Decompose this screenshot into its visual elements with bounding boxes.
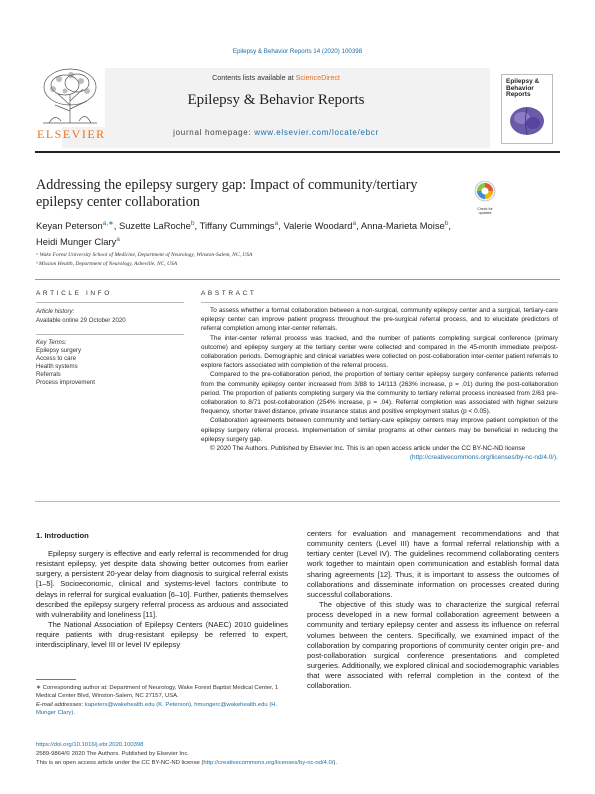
keyword: Health systems bbox=[36, 363, 78, 370]
footnote-rule bbox=[36, 679, 76, 680]
crossmark-icon[interactable] bbox=[473, 180, 497, 215]
abstract-body bbox=[201, 306, 558, 462]
keyword: Access to care bbox=[36, 355, 76, 362]
open-access-line: This is an open access article under the CC BY-NC-ND license (http://creativecommons.org/licenses/by-nc-nd/4.0/). bbox=[36, 760, 337, 766]
history-value: Available online 29 October 2020 bbox=[36, 317, 126, 324]
author[interactable]: Anna-Marieta Moise$^b$ bbox=[360, 220, 449, 232]
article-info-heading: ARTICLE INFO bbox=[36, 290, 112, 297]
abstract-paragraph: The inter-center referral process was tracked, and the number of patients completing surgical conference (primary outcome) and epilepsy surgery at the tertiary center were collected and compared in the 45-month immediate pre/post-collaboration periods. Demographic and clinical variables were collected on post-collaboration inter-center patient referrals to explore factors associated with completion of the referral process. bbox=[201, 334, 558, 370]
body-paragraph: The National Association of Epilepsy Centers (NAEC) 2010 guidelines require patients with drug-resistant epilepsy be referred to expert, interdisciplinary, level III or level IV epilepsy bbox=[36, 620, 288, 650]
corresponding-text: ∗ Corresponding author at: Department of Neurology, Wake Forest Baptist Medical Center, 1 Medical Center Blvd, Winston-Salem, NC 27157, USA. bbox=[36, 685, 279, 700]
author-list: Keyan Peterson$^{a,∗}$, Suzette LaRoche$^b$, Tiffany Cummings$^a$, Valerie Woodard$^a$, Anna-Marieta Moise$^b$, Heidi Munger Clary$^a$ bbox=[36, 220, 452, 247]
homepage-prefix: journal homepage: bbox=[173, 128, 252, 137]
copyright-line: © 2020 The Authors. Published by Elsevier Inc. This is an open access article under the CC BY-NC-ND license bbox=[210, 445, 526, 453]
brain-image-icon bbox=[508, 105, 546, 137]
email-links[interactable]: kapeters@wakehealth.edu (K. Peterson), hmungerc@wakehealth.edu (H. Munger Clary). bbox=[36, 701, 278, 717]
oa-license-link[interactable]: http://creativecommons.org/licenses/by-nc-nd/4.0/ bbox=[203, 760, 334, 766]
keyword: Referrals bbox=[36, 371, 61, 378]
sciencedirect-link[interactable]: ScienceDirect bbox=[295, 73, 340, 82]
affiliation-b: ᵇ Mission Health, Department of Neurology, Asheville, NC, USA bbox=[36, 261, 178, 267]
cover-title: Epilepsy & Behavior Reports bbox=[506, 78, 540, 98]
email-label: E-mail addresses: bbox=[36, 701, 84, 708]
abstract-paragraph: Compared to the pre-collaboration period, the proportion of tertiary center epilepsy surgery conference patients referred from the community epilepsy center increased from 3/88 to 14/113 (263% increase, p = .01) during the post-collaboration period. The proportion of patients completing surgery via the community to tertiary referral process increased from 2/63 pre-collaboration to 8/71 post-collaboration (254% increase, p = .04). Referral completion was associated with higher seizure frequency, shorter travel distance, private insurance status and positive employment status (p < 0.05). bbox=[201, 371, 558, 416]
contents-line bbox=[62, 73, 490, 82]
right-column bbox=[307, 529, 559, 692]
body-paragraph: The objective of this study was to characterize the surgical referral process developed in a new formal collaboration agreement between a community and tertiary epilepsy center and assess its influence on referral volumes between the centers. Specifically, we examined impact of the collaboration by comparing proportions of community center origin pre- and post-collaboration surgical conference presentations and completed surgeries. Additionally, we explored clinical and sociodemographic variables that were associated with referral completion in the context of the collaboration. bbox=[307, 600, 559, 691]
affiliation-a: ᵃ Wake Forest University School of Medicine, Department of Neurology, Winston-Salem, NC, USA bbox=[36, 252, 253, 258]
left-column bbox=[36, 549, 288, 651]
keyword: Process improvement bbox=[36, 379, 95, 386]
doi-link[interactable]: https://doi.org/10.1016/j.ebr.2020.100398 bbox=[36, 742, 144, 748]
history-label: Article history: bbox=[36, 308, 75, 315]
corresponding-footnote bbox=[36, 684, 288, 718]
section-heading: 1. Introduction bbox=[36, 531, 89, 540]
header-rule bbox=[35, 151, 560, 153]
homepage-link[interactable]: www.elsevier.com/locate/ebcr bbox=[254, 128, 379, 137]
journal-title: Epilepsy & Behavior Reports bbox=[187, 92, 365, 108]
publisher-name: ELSEVIER bbox=[37, 127, 106, 141]
abstract-end-rule bbox=[35, 501, 560, 502]
journal-homepage bbox=[62, 128, 490, 137]
article-title: Addressing the epilepsy surgery gap: Impact of community/tertiary epilepsy center collaboration bbox=[36, 177, 418, 210]
journal-citation[interactable]: Epilepsy & Behavior Reports 14 (2020) 100398 bbox=[232, 48, 363, 55]
contents-prefix: Contents lists available at bbox=[212, 73, 294, 82]
author[interactable]: Tiffany Cummings$^a$ bbox=[199, 220, 279, 232]
doi-link-line bbox=[36, 742, 143, 750]
author[interactable]: Keyan Peterson$^{a,∗}$ bbox=[36, 220, 114, 232]
info-rule bbox=[36, 302, 184, 303]
journal-cover-thumbnail[interactable] bbox=[501, 74, 553, 144]
author[interactable]: Heidi Munger Clary$^a$ bbox=[36, 235, 120, 247]
info-rule-2 bbox=[36, 334, 184, 335]
abstract-paragraph: To assess whether a formal collaboration between a non-surgical, community epilepsy center and a surgical, tertiary-care epilepsy center can improve patient progress throughout the pre-surgical referral process, and to elucidate predictors of referral completion among inter-center referrals. bbox=[201, 307, 558, 333]
crossmark-label: Check for updates bbox=[477, 207, 493, 215]
abstract-rule bbox=[201, 302, 558, 303]
body-paragraph: Epilepsy surgery is effective and early referral is recommended for drug resistant epilepsy, yet despite data showing better outcomes from earlier surgery, a persistent 20-year delay from diagnosis to surgical referral exists [1–5]. Socioeconomic, clinical and systems-level factors contribute to delays in referral for surgical evaluation [6–10]. Further, patients themselves described the epilepsy surgery referral process as arduous and associated with vulnerability and loneliness [11]. bbox=[36, 549, 288, 619]
author[interactable]: Valerie Woodard$^a$ bbox=[283, 220, 357, 232]
keywords-label: Key Terms: bbox=[36, 339, 67, 346]
keyword: Epilepsy surgery bbox=[36, 347, 82, 354]
issn-line: 2589-9864/© 2020 The Authors. Published by Elsevier Inc. bbox=[36, 751, 189, 757]
author[interactable]: Suzette LaRoche$^b$ bbox=[118, 220, 195, 232]
abstract-heading: ABSTRACT bbox=[201, 290, 257, 297]
body-paragraph: centers for evaluation and management recommendations and that community centers (Level III) have a formal referral relationship with a tertiary center (Level IV). The guidelines recommend collaborating centers work together to maintain open communication and establish formal data sharing agreements [12]. Thus, it is important to assess the outcomes of collaborations and disseminate information on processes created during successful collaborations. bbox=[307, 529, 559, 599]
license-link[interactable]: (http://creativecommons.org/licenses/by-nc-nd/4.0/). bbox=[409, 454, 558, 462]
section-rule bbox=[35, 279, 560, 280]
abstract-paragraph: Collaboration agreements between community and tertiary-care epilepsy centers may improve patient completion of the epilepsy surgery referral process. Implementation of similar programs at other centers may be beneficial in reducing the epilepsy surgery gap. bbox=[201, 417, 558, 443]
